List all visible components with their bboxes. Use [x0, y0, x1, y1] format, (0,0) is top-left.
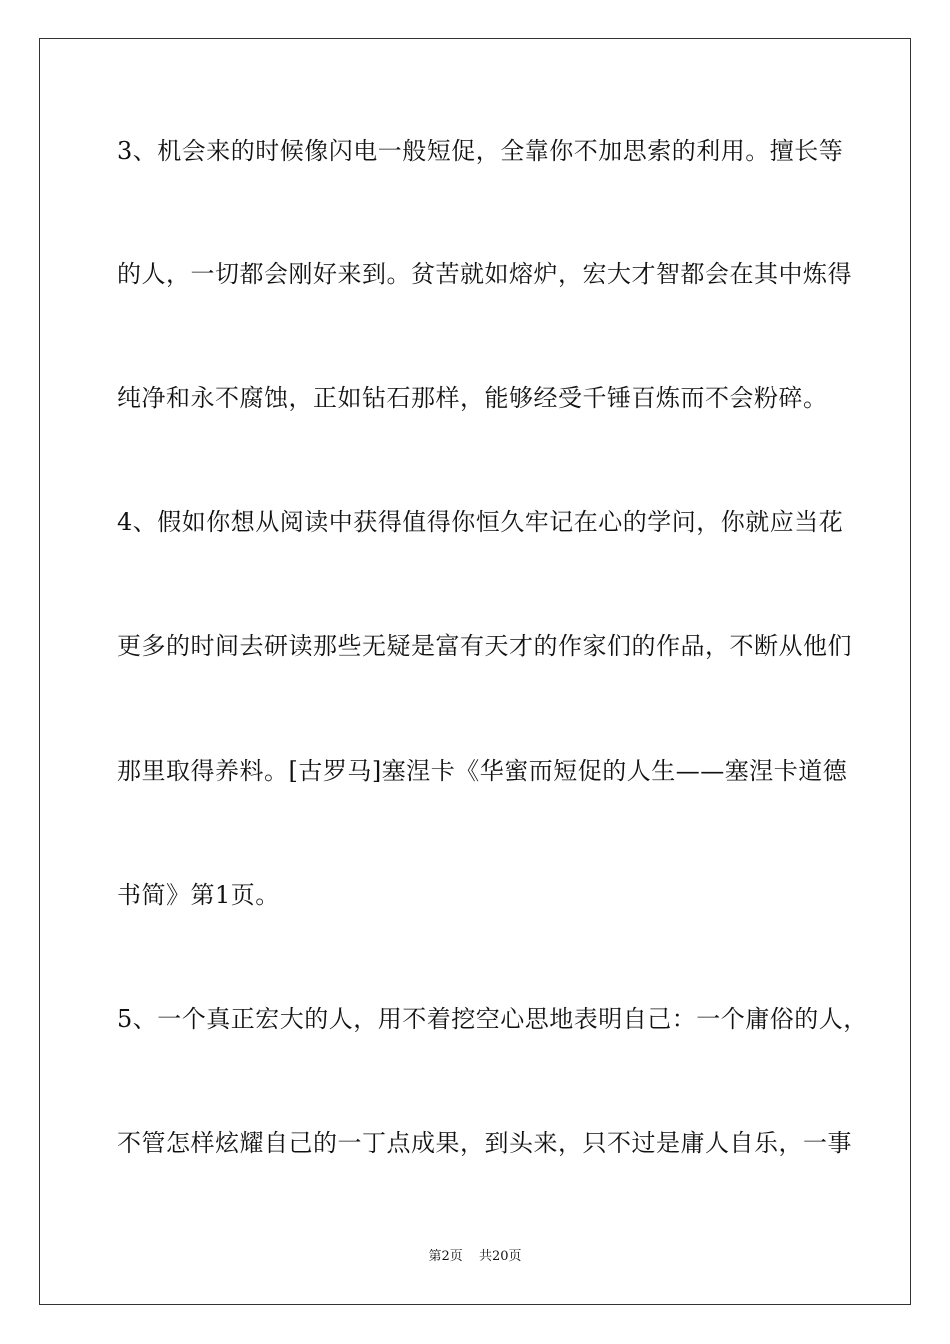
text-line-4: 4、假如你想从阅读中获得值得你恒久牢记在心的学问，你就应当花 — [117, 508, 844, 536]
text-line-1: 3、机会来的时候像闪电一般短促，全靠你不加思索的利用。擅长等 — [117, 137, 844, 165]
text-line-6: 那里取得养料。[古罗马]塞涅卡《华蜜而短促的人生——塞涅卡道德 — [117, 757, 848, 785]
text-line-8: 5、一个真正宏大的人，用不着挖空心思地表明自己：一个庸俗的人， — [117, 1005, 868, 1033]
text-line-3: 纯净和永不腐蚀，正如钻石那样，能够经受千锤百炼而不会粉碎。 — [117, 384, 828, 412]
page-footer — [0, 1248, 950, 1266]
page-number: 第2页 — [428, 1249, 463, 1264]
total-pages: 共20页 — [478, 1249, 522, 1264]
text-line-5: 更多的时间去研读那些无疑是富有天才的作家们的作品，不断从他们 — [117, 632, 852, 660]
page-border — [39, 38, 911, 1305]
text-line-9: 不管怎样炫耀自己的一丁点成果，到头来，只不过是庸人自乐，一事 — [117, 1129, 852, 1157]
text-line-2: 的人，一切都会刚好来到。贫苦就如熔炉，宏大才智都会在其中炼得 — [117, 260, 852, 288]
text-line-7: 书简》第1页。 — [117, 881, 280, 909]
